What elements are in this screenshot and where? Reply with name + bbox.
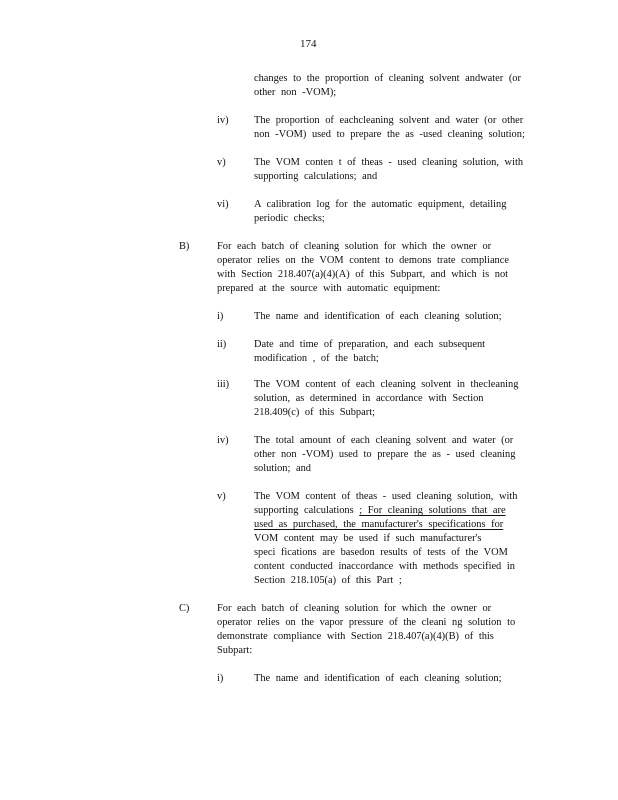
- paragraph-line: changes to the proportion of cleaning solvent andwater (or: [254, 73, 521, 84]
- paragraph-line: prepared at the source with automatic equipment:: [217, 283, 441, 294]
- item-label: v): [217, 157, 226, 168]
- paragraph-line: demonstrate compliance with Section 218.407(a)(4)(B) of this: [217, 631, 494, 642]
- section-label: C): [179, 603, 190, 614]
- paragraph-line: For each batch of cleaning solution for which the owner or: [217, 603, 492, 614]
- paragraph-line: [254, 518, 503, 532]
- paragraph-line: The VOM conten t of theas - used cleaning solution, with: [254, 157, 524, 168]
- paragraph-line: modification , of the batch;: [254, 353, 379, 364]
- paragraph-line: Section 218.105(a) of this Part ;: [254, 575, 402, 586]
- amended-text: used as purchased, the manufacturer's specifications for: [254, 519, 504, 530]
- paragraph-line: solution; and: [254, 463, 311, 474]
- item-label: ii): [217, 339, 227, 350]
- paragraph-line: solution, as determined in accordance with Section: [254, 393, 484, 404]
- paragraph-line: A calibration log for the automatic equipment, detailing: [254, 199, 507, 210]
- item-label: iv): [217, 115, 229, 126]
- paragraph-line: The total amount of each cleaning solvent and water (or: [254, 435, 514, 446]
- item-label: v): [217, 491, 226, 502]
- item-label: i): [217, 311, 224, 322]
- section-label: B): [179, 241, 190, 252]
- paragraph-line: speci fications are basedon results of tests of the VOM: [254, 547, 508, 558]
- paragraph-line: non -VOM) used to prepare the as -used cleaning solution;: [254, 129, 525, 140]
- paragraph-line: content conducted inaccordance with methods specified in: [254, 561, 515, 572]
- paragraph-line: operator relies on the vapor pressure of the cleani ng solution to: [217, 617, 516, 628]
- paragraph-line: Date and time of preparation, and each subsequent: [254, 339, 486, 350]
- paragraph-line: supporting calculations; and: [254, 171, 378, 182]
- paragraph-line: The name and identification of each cleaning solution;: [254, 311, 502, 322]
- paragraph-text: supporting calculations: [254, 505, 360, 516]
- paragraph-line: VOM content may be used if such manufacturer's: [254, 533, 482, 544]
- paragraph-line: 218.409(c) of this Subpart;: [254, 407, 375, 418]
- item-label: iv): [217, 435, 229, 446]
- paragraph-line: operator relies on the VOM content to demons trate compliance: [217, 255, 509, 266]
- paragraph-line: The VOM content of theas - used cleaning solution, with: [254, 491, 518, 502]
- item-label: vi): [217, 199, 229, 210]
- paragraph-line: periodic checks;: [254, 213, 325, 224]
- paragraph-line: other non -VOM);: [254, 87, 337, 98]
- paragraph-line: The proportion of eachcleaning solvent and water (or other: [254, 115, 524, 126]
- paragraph-line: [254, 504, 506, 518]
- item-label: i): [217, 673, 224, 684]
- page-number: 174: [300, 38, 317, 50]
- paragraph-line: The VOM content of each cleaning solvent in thecleaning: [254, 379, 519, 390]
- paragraph-line: with Section 218.407(a)(4)(A) of this Subpart, and which is not: [217, 269, 509, 280]
- amended-text: ; For cleaning solutions that are: [359, 505, 506, 516]
- paragraph-line: Subpart:: [217, 645, 253, 656]
- paragraph-line: The name and identification of each cleaning solution;: [254, 673, 502, 684]
- paragraph-line: For each batch of cleaning solution for which the owner or: [217, 241, 492, 252]
- paragraph-line: other non -VOM) used to prepare the as - used cleaning: [254, 449, 516, 460]
- item-label: iii): [217, 379, 230, 390]
